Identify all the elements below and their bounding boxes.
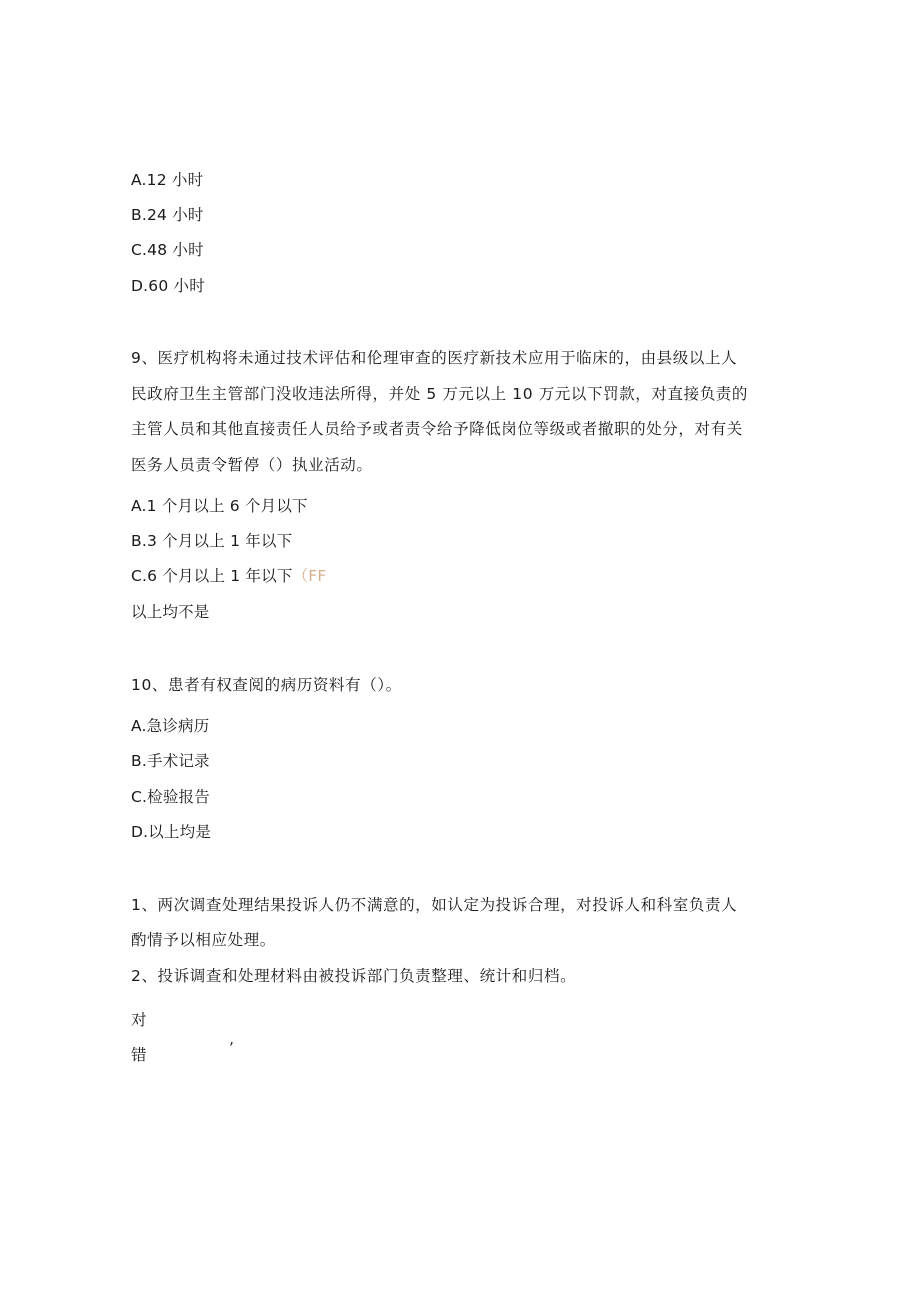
q9-option-a: A.1 个月以上 6 个月以下 — [131, 497, 308, 515]
answer-false: 错 — [131, 1046, 147, 1064]
q9-text-line-4: 医务人员责令暂停（）执业活动。 — [131, 456, 373, 474]
q9-option-b: B.3 个月以上 1 年以下 — [131, 532, 293, 550]
q8-option-d: D.60 小时 — [131, 277, 205, 295]
answer-true: 对 — [131, 1011, 147, 1029]
q10-option-b: B.手术记录 — [131, 752, 210, 770]
q8-option-a: A.12 小时 — [131, 171, 204, 189]
stray-mark: ’ — [229, 1039, 234, 1057]
judgement-item-2: 2、投诉调查和处理材料由被投诉部门负责整理、统计和归档。 — [131, 967, 577, 985]
q10-option-c: C.检验报告 — [131, 788, 210, 806]
q9-option-c-annotation: （FF — [292, 567, 327, 585]
q9-option-c: C.6 个月以上 1 年以下 — [131, 567, 293, 585]
q9-option-c-row — [131, 566, 327, 586]
q9-option-d: 以上均不是 — [131, 603, 210, 621]
q9-text-line-2: 民政府卫生主管部门没收违法所得，并处 5 万元以上 10 万元以下罚款，对直接负责的 — [131, 385, 748, 403]
q8-option-c: C.48 小时 — [131, 241, 204, 259]
q10-option-a: A.急诊病历 — [131, 717, 210, 735]
q10-text: 10、患者有权查阅的病历资料有（）。 — [131, 676, 402, 694]
q9-text-line-3: 主管人员和其他直接责任人员给予或者责令给予降低岗位等级或者撤职的处分，对有关 — [131, 420, 743, 438]
judgement-item-1-line-1: 1、两次调查处理结果投诉人仍不满意的，如认定为投诉合理，对投诉人和科室负责人 — [131, 896, 738, 914]
q10-option-d: D.以上均是 — [131, 823, 212, 841]
judgement-item-1-line-2: 酌情予以相应处理。 — [131, 931, 276, 949]
q9-text-line-1: 9、医疗机构将未通过技术评估和伦理审查的医疗新技术应用于临床的，由县级以上人 — [131, 349, 738, 367]
q8-option-b: B.24 小时 — [131, 206, 204, 224]
